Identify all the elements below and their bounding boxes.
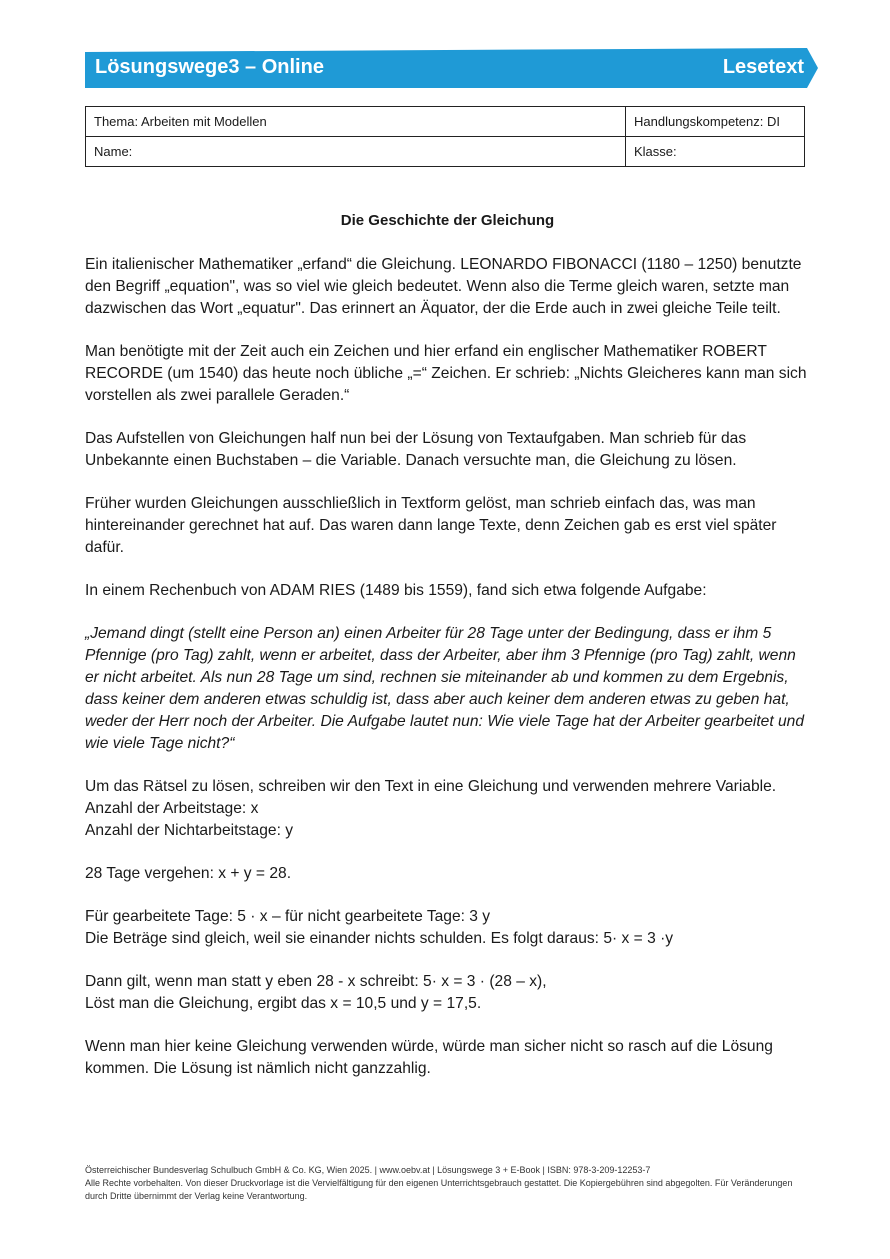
name-field[interactable]: Name: xyxy=(86,137,626,167)
variables-intro: Um das Rätsel zu lösen, schreiben wir den Text in eine Gleichung und verwenden mehrere Variable. xyxy=(85,778,777,795)
paragraph-ries: In einem Rechenbuch von ADAM RIES (1489 bis 1559), fand sich etwa folgende Aufgabe: xyxy=(85,582,707,599)
header-label: Lesetext xyxy=(722,56,804,78)
header-banner xyxy=(85,48,818,88)
paragraph-betraege xyxy=(85,906,810,950)
quote-aufgabe: „Jemand dingt (stellt eine Person an) einen Arbeiter für 28 Tage unter der Bedingung, dass er ihm 5 Pfennige (pro Tag) zahlt, wenn er arbeitet, dass der Arbeiter, aber ihm 3 Pfennige (pro Tag) zahlt, wenn er nicht arbeitet. Als nun 28 Tage um sind, rechnen sie miteinander ab und kommen zu dem Ergebnis, dass keiner dem anderen etwas schuldig ist, dass aber auch keiner dem anderen etwas zu geben hat, weder der Herr noch der Arbeiter. Die Aufgabe lautet nun: Wie viele Tage hat der Arbeiter gearbeitet und wie viele Tage nicht?“ xyxy=(85,625,805,752)
betraege-line2: Die Beträge sind gleich, weil sie einander nichts schulden. Es folgt daraus: 5· x = 3 ·y xyxy=(85,930,674,947)
paragraph-fibonacci: Ein italienischer Mathematiker „erfand“ die Gleichung. LEONARDO FIBONACCI (1180 – 1250) benutzte den Begriff „equation", was so viel wie gleich bedeutet. Wenn also die Terme gleich waren, setzte man dazwischen das Wort „equatur". Das erinnert an Äquator, der die Erde auch in zwei gleiche Teile teilt. xyxy=(85,256,802,317)
info-table xyxy=(85,106,805,167)
info-row-student xyxy=(86,137,805,167)
paragraph-variables xyxy=(85,776,810,842)
paragraph-textaufgaben: Das Aufstellen von Gleichungen half nun bei der Lösung von Textaufgaben. Man schrieb für das Unbekannte einen Buchstaben – die Variable. Danach versuchte man, die Gleichung zu lösen. xyxy=(85,430,747,469)
klasse-field[interactable]: Klasse: xyxy=(626,137,805,167)
info-row-topic xyxy=(86,107,805,137)
paragraph-textform: Früher wurden Gleichungen ausschließlich in Textform gelöst, man schrieb einfach das, was man hintereinander gerechnet hat auf. Das waren dann lange Texte, denn Zeichen gab es erst viel später dafür. xyxy=(85,495,777,556)
paragraph-recorde: Man benötigte mit der Zeit auch ein Zeichen und hier erfand ein englischer Mathematiker ROBERT RECORDE (um 1540) das heute noch übliche „=“ Zeichen. Er schrieb: „Nichts Gleicheres kann man sich vorstellen als zwei parallele Geraden.“ xyxy=(85,343,807,404)
paragraph-conclusion: Wenn man hier keine Gleichung verwenden würde, würde man sicher nicht so rasch auf die Lösung kommen. Die Lösung ist nämlich nicht ganzzahlig. xyxy=(85,1038,773,1077)
footer-publisher: Österreichischer Bundesverlag Schulbuch GmbH & Co. KG, Wien 2025. | www.oebv.at | Lösungswege 3 + E-Book | ISBN: 978-3-209-12253-7 xyxy=(85,1165,651,1175)
equation-sum: 28 Tage vergehen: x + y = 28. xyxy=(85,865,292,882)
footer-rights: Alle Rechte vorbehalten. Von dieser Druckvorlage ist die Vervielfältigung für den eigenen Unterrichtsgebrauch gestattet. Die Kopiergebühren sind abgegolten. Für Veränderungen durch Dritte übernimmt der Verlag keine Verantwortung. xyxy=(85,1178,793,1201)
handlungskompetenz-cell: Handlungskompetenz: DI xyxy=(626,107,805,137)
document-title: Die Geschichte der Gleichung xyxy=(340,212,555,229)
footer xyxy=(85,1164,805,1203)
solution-line1: Dann gilt, wenn man statt y eben 28 - x schreibt: 5· x = 3 · (28 – x), xyxy=(85,973,547,990)
header-title: Lösungswege3 – Online xyxy=(95,56,324,78)
variable-y: Anzahl der Nichtarbeitstage: y xyxy=(85,822,294,839)
document-body xyxy=(85,210,810,1101)
thema-cell: Thema: Arbeiten mit Modellen xyxy=(86,107,626,137)
solution-line2: Löst man die Gleichung, ergibt das x = 10,5 und y = 17,5. xyxy=(85,995,482,1012)
variable-x: Anzahl der Arbeitstage: x xyxy=(85,800,259,817)
betraege-line1: Für gearbeitete Tage: 5 · x – für nicht gearbeitete Tage: 3 y xyxy=(85,908,491,925)
paragraph-solution xyxy=(85,971,810,1015)
